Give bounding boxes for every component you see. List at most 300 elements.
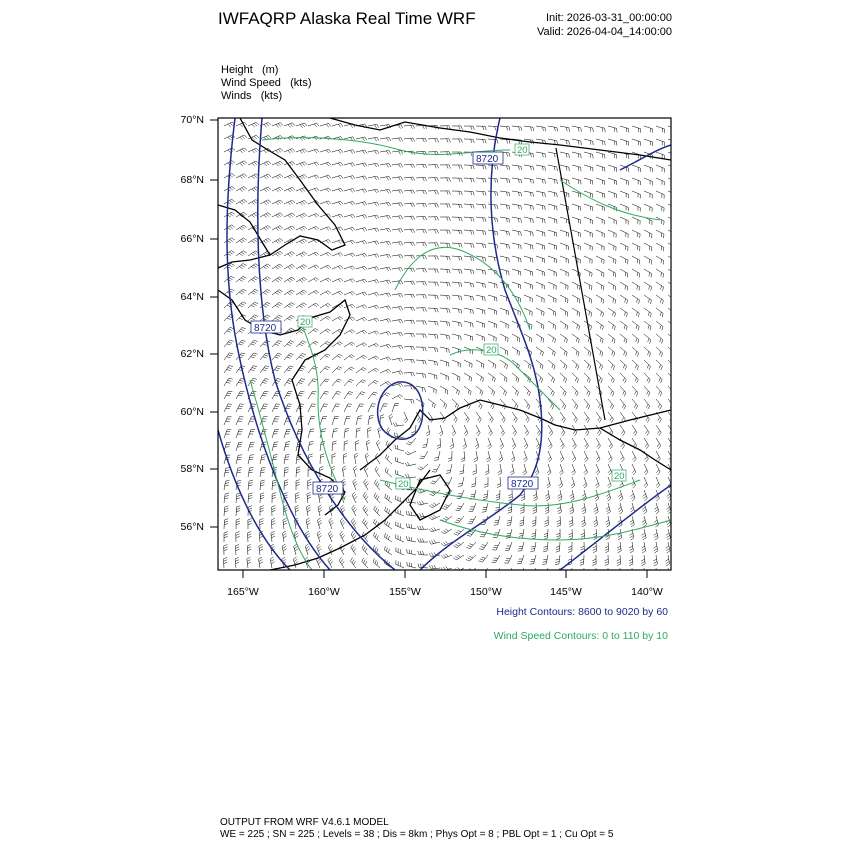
- wind-barb: [536, 334, 544, 339]
- wind-barb: [596, 347, 603, 353]
- wind-barb-feather: [405, 463, 407, 466]
- wind-barb-feather: [338, 150, 340, 153]
- wind-barb-feather: [374, 519, 376, 523]
- wind-barb-feather: [598, 404, 600, 408]
- wind-barb: [356, 429, 357, 438]
- wind-barb-feather: [304, 290, 307, 292]
- wind-barb-feather: [227, 357, 231, 358]
- wind-barb-feather: [495, 231, 496, 235]
- wind-barb-feather: [459, 178, 460, 182]
- wind-barb: [608, 217, 616, 221]
- wind-barb: [332, 404, 336, 412]
- wind-barb-feather: [458, 518, 462, 519]
- wind-barb-feather: [304, 213, 307, 216]
- wind-barb: [344, 429, 345, 438]
- wind-barb-feather: [308, 497, 312, 499]
- wind-barb-feather: [342, 535, 345, 538]
- wind-barb-feather: [389, 138, 391, 141]
- wind-barb-feather: [637, 353, 638, 357]
- wind-barb-feather: [435, 256, 437, 260]
- wind-barb: [548, 139, 557, 141]
- wind-barb-feather: [594, 523, 597, 525]
- wind-barb-feather: [249, 459, 253, 460]
- wind-barb: [248, 302, 255, 308]
- wind-barb: [488, 243, 497, 245]
- wind-barb-feather: [497, 231, 498, 235]
- wind-barb-feather: [467, 419, 469, 422]
- wind-barb-feather: [437, 230, 439, 234]
- wind-barb: [224, 302, 231, 308]
- wind-barb-feather: [452, 431, 455, 434]
- wind-barb: [632, 373, 638, 380]
- wind-barb-feather: [366, 483, 369, 486]
- wind-barb: [548, 256, 556, 259]
- wind-barb-feather: [304, 277, 307, 279]
- wind-barb-feather: [599, 433, 601, 436]
- wind-barb: [632, 295, 640, 300]
- wind-barb-feather: [449, 283, 450, 287]
- wind-barb-feather: [236, 536, 240, 538]
- wind-barb-feather: [260, 518, 264, 520]
- wind-barb-feather: [646, 459, 649, 462]
- coastline-kodiak: [410, 475, 450, 520]
- wind-barb-feather: [411, 360, 413, 364]
- wind-barb-feather: [342, 561, 344, 564]
- wind-barb-feather: [411, 333, 413, 337]
- wind-barb-feather: [461, 230, 462, 234]
- wind-barb: [476, 295, 485, 297]
- wind-barb: [520, 568, 524, 576]
- wind-barb-feather: [456, 532, 460, 534]
- wind-barb-feather: [315, 329, 318, 331]
- wind-barb-feather: [444, 506, 448, 508]
- wind-barb-feather: [582, 509, 585, 511]
- wind-barb-feather: [558, 496, 561, 498]
- wind-barb-feather: [483, 497, 487, 498]
- wind-barb-feather: [484, 484, 488, 485]
- wind-barb-feather: [629, 559, 633, 561]
- wind-barb-feather: [362, 280, 365, 283]
- wind-barb-feather: [624, 393, 626, 397]
- wind-barb-feather: [288, 267, 291, 270]
- wind-barb-feather: [338, 279, 341, 282]
- wind-barb-feather: [251, 393, 255, 394]
- wind-barb-feather: [509, 499, 513, 501]
- wind-barb-feather: [312, 381, 316, 382]
- wind-barb-feather: [666, 548, 669, 550]
- wind-barb-feather: [613, 299, 614, 303]
- wind-barb-feather: [568, 572, 572, 573]
- wind-barb-feather: [473, 231, 474, 235]
- wind-barb-feather: [279, 277, 282, 279]
- wind-barb: [404, 346, 413, 347]
- wind-barb-feather: [272, 510, 276, 512]
- wind-barb-feather: [302, 266, 305, 269]
- wind-barb: [656, 191, 664, 195]
- wind-barb-feather: [411, 373, 413, 377]
- wind-barb-feather: [603, 286, 604, 290]
- wind-barb: [560, 386, 566, 393]
- wind-barb-feather: [325, 368, 329, 370]
- wind-barb: [584, 191, 593, 194]
- wind-barb-feather: [461, 244, 462, 248]
- wind-barb: [608, 347, 615, 353]
- wind-barb-feather: [232, 186, 235, 189]
- wind-barb-feather: [578, 366, 579, 370]
- wind-barb: [236, 225, 244, 230]
- wind-barb-feather: [655, 538, 658, 540]
- wind-barb: [308, 290, 316, 295]
- wind-barb-feather: [519, 352, 520, 356]
- wind-barb-feather: [612, 338, 613, 342]
- wind-barb-feather: [224, 532, 228, 533]
- wind-barb: [536, 425, 541, 433]
- wind-contour-line: [560, 180, 660, 220]
- wind-barb-feather: [631, 525, 634, 527]
- wind-barb-feather: [276, 215, 279, 218]
- footer-config-line: WE = 225 ; SN = 225 ; Levels = 38 ; Dis = 8km ; Phys Opt = 8 ; PBL Opt = 1 ; Cu Opt = 5: [220, 829, 614, 840]
- wind-barb: [450, 464, 452, 473]
- wind-barb-feather: [642, 551, 645, 553]
- wind-barb: [644, 230, 652, 234]
- wind-barb-feather: [264, 368, 268, 369]
- wind-barb: [368, 416, 370, 425]
- wind-barb-feather: [365, 150, 367, 153]
- wind-barb: [224, 404, 228, 412]
- wind-barb-feather: [504, 575, 508, 576]
- wind-barb-feather: [231, 276, 235, 278]
- wind-barb-feather: [385, 533, 386, 537]
- wind-barb-feather: [302, 227, 305, 230]
- wind-barb-feather: [491, 404, 493, 408]
- wind-barb-feather: [570, 494, 573, 496]
- wind-barb-feather: [250, 457, 254, 458]
- wind-barb-feather: [618, 507, 621, 509]
- wind-barb-feather: [521, 166, 522, 170]
- wind-barb-feather: [265, 265, 268, 267]
- wind-barb-feather: [340, 531, 343, 534]
- wind-barb: [380, 138, 389, 140]
- wind-barb: [224, 430, 227, 438]
- wind-contours-note: Wind Speed Contours: 0 to 110 by 10: [493, 630, 668, 642]
- wind-barb: [560, 126, 569, 128]
- wind-barb-feather: [352, 546, 354, 549]
- wind-barb-feather: [344, 441, 348, 442]
- wind-barb-feather: [520, 510, 524, 511]
- wind-barb-feather: [285, 457, 289, 458]
- wind-barb-feather: [362, 267, 365, 270]
- wind-barb-feather: [566, 352, 567, 356]
- wind-barb-feather: [612, 393, 614, 397]
- wind-barb: [284, 353, 290, 360]
- wind-barb-feather: [507, 205, 508, 209]
- wind-barb-feather: [319, 536, 322, 539]
- wind-barb-feather: [357, 428, 361, 429]
- wind-barb-feather: [557, 520, 561, 522]
- wind-barb-feather: [473, 471, 477, 473]
- wind-barb-feather: [314, 253, 317, 256]
- wind-barb-feather: [648, 338, 649, 342]
- wind-barb: [656, 178, 664, 182]
- wind-barb: [329, 521, 332, 529]
- wind-barb-feather: [513, 446, 516, 449]
- wind-barb-feather: [407, 549, 408, 553]
- wind-barb: [463, 464, 464, 473]
- wind-barb-feather: [543, 549, 547, 550]
- wind-barb-feather: [314, 292, 317, 295]
- wind-barb-feather: [271, 544, 274, 546]
- wind-barb-feather: [393, 423, 395, 427]
- wind-barb: [608, 334, 615, 340]
- wind-barb-feather: [445, 554, 448, 557]
- wind-barb-feather: [357, 430, 361, 431]
- wind-barb: [596, 477, 599, 485]
- wind-barb-feather: [249, 495, 253, 496]
- wind-barb-feather: [509, 179, 510, 183]
- wind-barb-feather: [350, 254, 353, 257]
- wind-barb-feather: [254, 149, 257, 152]
- wind-barb-feather: [621, 457, 624, 460]
- wind-barb: [500, 217, 509, 219]
- wind-barb: [404, 203, 413, 204]
- wind-barb-feather: [559, 499, 562, 501]
- wind-barb-feather: [445, 541, 448, 544]
- wind-barb-feather: [263, 305, 267, 307]
- wind-barb-feather: [326, 292, 329, 295]
- wind-barb-feather: [529, 392, 531, 396]
- wind-barb-feather: [264, 267, 267, 269]
- wind-barb-feather: [401, 281, 403, 285]
- wind-barb: [464, 386, 471, 392]
- wind-barb-feather: [289, 291, 292, 293]
- wind-barb-feather: [248, 519, 252, 521]
- wind-barb-feather: [582, 523, 586, 525]
- wind-barb: [620, 347, 627, 353]
- wind-barb-feather: [229, 278, 233, 280]
- wind-barb: [488, 360, 496, 365]
- wind-barb: [344, 355, 351, 360]
- wind-barb-feather: [362, 331, 365, 334]
- wind-barb-feather: [615, 313, 616, 317]
- wind-barb: [440, 321, 449, 322]
- wind-barb-feather: [242, 340, 246, 341]
- wind-barb: [464, 217, 473, 218]
- wind-barb-feather: [224, 521, 228, 522]
- wind-barb-feather: [328, 531, 331, 534]
- wind-barb-feather: [629, 546, 633, 548]
- wind-barb: [512, 399, 518, 406]
- wind-barb: [500, 412, 505, 419]
- wind-barb-feather: [673, 286, 674, 290]
- wind-barb-feather: [276, 228, 279, 231]
- wind-barb-feather: [373, 545, 374, 549]
- wind-barb-feather: [266, 201, 269, 204]
- wind-barb-feather: [279, 290, 282, 292]
- wind-barb-feather: [475, 444, 478, 447]
- wind-barb-feather: [471, 126, 472, 130]
- wind-barb-feather: [252, 189, 255, 192]
- wind-barb-feather: [375, 534, 377, 538]
- wind-barb-feather: [413, 255, 415, 259]
- wind-barb: [608, 477, 611, 485]
- wind-barb-feather: [301, 355, 305, 357]
- wind-barb: [332, 240, 340, 243]
- wind-barb-feather: [271, 562, 274, 564]
- wind-barb-feather: [374, 506, 376, 510]
- wind-barb: [404, 216, 413, 217]
- wind-barb-feather: [231, 263, 235, 265]
- wind-barb-feather: [546, 499, 549, 501]
- wind-barb: [363, 495, 368, 503]
- wind-barb-feather: [307, 492, 311, 494]
- wind-barb-feather: [435, 243, 437, 247]
- wind-barb-feather: [433, 515, 436, 518]
- wind-barb-feather: [532, 525, 536, 526]
- wind-barb-feather: [313, 391, 317, 392]
- wind-barb: [224, 327, 230, 334]
- wind-barb-feather: [661, 246, 662, 250]
- wind-barb-feather: [369, 418, 373, 419]
- wind-barb: [608, 269, 616, 273]
- wind-barb-feather: [314, 176, 317, 179]
- wind-barb: [536, 126, 545, 127]
- wind-barb-feather: [280, 239, 283, 242]
- wind-barb-feather: [226, 395, 230, 396]
- wind-barb: [392, 138, 401, 139]
- wind-barb-feather: [617, 562, 621, 564]
- wind-barb-feather: [224, 560, 228, 562]
- wind-barb: [428, 386, 436, 390]
- wind-barb-feather: [364, 494, 366, 497]
- wind-barb-feather: [375, 508, 377, 512]
- wind-barb-feather: [425, 190, 427, 194]
- wind-barb-feather: [350, 189, 352, 192]
- wind-barb-feather: [637, 246, 638, 250]
- wind-barb-feather: [471, 486, 475, 487]
- wind-barb-feather: [649, 246, 650, 250]
- wind-barb-feather: [659, 432, 661, 435]
- wind-barb-feather: [444, 403, 445, 407]
- wind-barb-feather: [495, 192, 496, 196]
- wind-barb-feather: [637, 259, 638, 263]
- wind-barb-feather: [668, 496, 671, 499]
- wind-barb-feather: [519, 525, 523, 526]
- wind-barb-feather: [231, 251, 234, 253]
- wind-barb-feather: [243, 289, 247, 291]
- wind-barb-feather: [296, 480, 300, 481]
- wind-barb-feather: [509, 219, 510, 223]
- wind-barb-feather: [350, 267, 353, 270]
- wind-barb-feather: [429, 566, 431, 570]
- wind-barb-feather: [386, 306, 388, 309]
- wind-barb: [440, 373, 448, 376]
- wind-barb: [536, 360, 543, 366]
- wind-barb-feather: [385, 494, 386, 498]
- wind-barb: [440, 386, 448, 391]
- wind-barb-feather: [262, 395, 266, 396]
- wind-barb-feather: [358, 416, 362, 417]
- wind-barb-feather: [389, 202, 391, 205]
- wind-barb: [416, 164, 425, 165]
- wind-barb-feather: [557, 193, 558, 197]
- wind-barb-feather: [306, 533, 309, 535]
- wind-barb-feather: [587, 378, 589, 382]
- wind-barb-feather: [435, 165, 437, 169]
- wind-barb: [296, 404, 300, 412]
- wind-barb-feather: [411, 550, 412, 554]
- wind-barb-feather: [667, 509, 670, 512]
- wind-barb-feather: [284, 493, 288, 495]
- wind-barb-feather: [456, 520, 460, 521]
- wind-barb-feather: [411, 229, 413, 233]
- wind-barb-feather: [362, 293, 365, 296]
- wind-barb-feather: [569, 128, 570, 132]
- wind-barb-feather: [617, 564, 621, 566]
- wind-barb: [476, 360, 484, 364]
- wind-barb-feather: [241, 265, 244, 267]
- wind-barb-feather: [603, 313, 604, 317]
- wind-barb-feather: [364, 317, 367, 320]
- wind-barb-feather: [471, 257, 472, 261]
- wind-barb-feather: [654, 520, 657, 523]
- wind-barb-feather: [399, 177, 401, 181]
- wind-barb: [284, 341, 290, 347]
- wind-barb-feather: [656, 470, 659, 473]
- wind-barb: [632, 425, 637, 433]
- wind-barb: [572, 425, 577, 433]
- wind-barb-feather: [364, 520, 366, 523]
- wind-barb-feather: [531, 546, 535, 547]
- wind-barb-feather: [447, 296, 448, 300]
- wind-barb-feather: [479, 561, 483, 562]
- wind-barb-feather: [483, 231, 484, 235]
- wind-barb: [284, 290, 291, 295]
- wind-barb-feather: [587, 419, 589, 422]
- wind-barb-feather: [318, 533, 321, 536]
- wind-barb-feather: [509, 232, 510, 236]
- lon-label: 150°W: [470, 586, 502, 598]
- wind-barb-feather: [461, 191, 462, 195]
- wind-barb-feather: [376, 481, 378, 485]
- wind-barb-feather: [557, 128, 558, 132]
- wind-barb-feather: [276, 150, 279, 153]
- wind-barb-feather: [248, 523, 252, 525]
- wind-barb-feather: [617, 577, 621, 579]
- wind-barb-feather: [294, 544, 297, 546]
- wind-barb-feather: [280, 264, 283, 266]
- wind-barb-feather: [470, 392, 471, 396]
- wind-barb-feather: [350, 202, 352, 205]
- wind-barb-feather: [459, 243, 460, 247]
- wind-barb: [356, 404, 360, 412]
- wind-barb-feather: [265, 391, 269, 392]
- wind-barb-feather: [375, 466, 377, 469]
- wind-barb-feather: [387, 427, 389, 430]
- wind-barb-feather: [228, 355, 232, 356]
- wind-barb-feather: [242, 175, 245, 178]
- wind-barb-feather: [520, 507, 524, 508]
- wind-barb: [524, 399, 530, 406]
- wind-barb-feather: [374, 216, 376, 219]
- wind-barb: [380, 228, 389, 230]
- wind-barb-feather: [461, 165, 462, 169]
- wind-barb: [584, 217, 592, 220]
- wind-barb-feather: [248, 549, 252, 551]
- wind-barb-feather: [469, 376, 470, 380]
- wind-barb-feather: [374, 344, 377, 347]
- wind-barb-feather: [360, 394, 364, 395]
- wind-barb-feather: [399, 294, 401, 298]
